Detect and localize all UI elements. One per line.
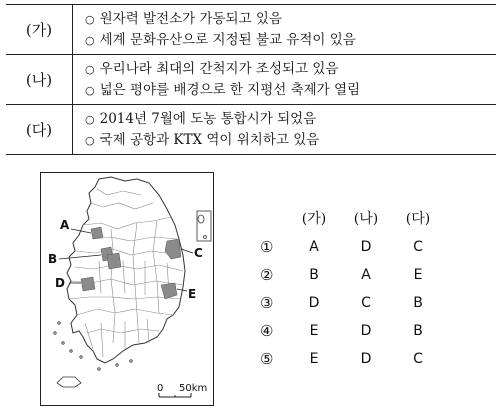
clue-row-na <box>6 54 496 104</box>
clue-item: ○ 2014년 7월에 도농 통합시가 되었음 <box>85 109 496 130</box>
option-value: E <box>309 323 319 339</box>
options-header <box>288 208 444 228</box>
option-value: E <box>309 351 319 367</box>
option-value: C <box>361 295 371 311</box>
region-center <box>107 253 121 269</box>
clue-row-da <box>6 104 496 154</box>
clue-items <box>73 105 496 154</box>
header-ga: (가) <box>301 211 327 227</box>
option-value: C <box>413 239 423 255</box>
option-row-3[interactable] <box>260 294 444 312</box>
clue-item: ○ 국제 공항과 KTX 역이 위치하고 있음 <box>85 130 496 151</box>
korea-map <box>40 172 214 406</box>
option-value: D <box>308 295 320 311</box>
option-number: ④ <box>260 322 274 340</box>
scale-zero: 0 <box>157 383 164 394</box>
clue-label: (가) <box>6 5 73 54</box>
map-label-c: C <box>194 246 203 260</box>
clue-items <box>73 5 496 54</box>
option-number: ③ <box>260 294 274 312</box>
option-value: A <box>309 239 319 255</box>
option-row-1[interactable] <box>260 238 444 256</box>
map-label-b: B <box>48 252 58 266</box>
option-number: ① <box>260 238 274 256</box>
option-value: B <box>413 323 423 339</box>
scale-distance: 50km <box>179 383 208 394</box>
map-label-e: E <box>188 287 197 301</box>
clue-label: (다) <box>6 105 73 154</box>
map-label-a: A <box>60 218 70 232</box>
option-value: D <box>360 239 372 255</box>
option-row-2[interactable] <box>260 266 444 284</box>
header-na: (나) <box>353 211 379 227</box>
jeju-island <box>57 377 81 387</box>
clue-item: ○ 원자력 발전소가 가동되고 있음 <box>85 9 496 30</box>
header-da: (다) <box>405 211 431 227</box>
option-value: A <box>361 267 371 283</box>
option-value: C <box>413 351 423 367</box>
option-number: ② <box>260 266 274 284</box>
clue-item: ○ 넓은 평야를 배경으로 한 지평선 축제가 열림 <box>85 80 496 101</box>
option-row-5[interactable] <box>260 350 444 368</box>
option-value: E <box>413 267 423 283</box>
option-row-4[interactable] <box>260 322 444 340</box>
option-value: B <box>413 295 423 311</box>
clue-row-ga <box>6 5 496 54</box>
clue-items <box>73 55 496 104</box>
map-label-d: D <box>55 276 65 290</box>
clue-label: (나) <box>6 55 73 104</box>
option-value: D <box>360 351 372 367</box>
option-value: B <box>309 267 319 283</box>
option-value: D <box>360 323 372 339</box>
clue-item: ○ 우리나라 최대의 간척지가 조성되고 있음 <box>85 59 496 80</box>
option-number: ⑤ <box>260 350 274 368</box>
clue-item: ○ 세계 문화유산으로 지정된 불교 유적이 있음 <box>85 30 496 51</box>
region-a <box>91 227 103 239</box>
clue-table <box>6 4 496 155</box>
region-d <box>81 277 95 291</box>
